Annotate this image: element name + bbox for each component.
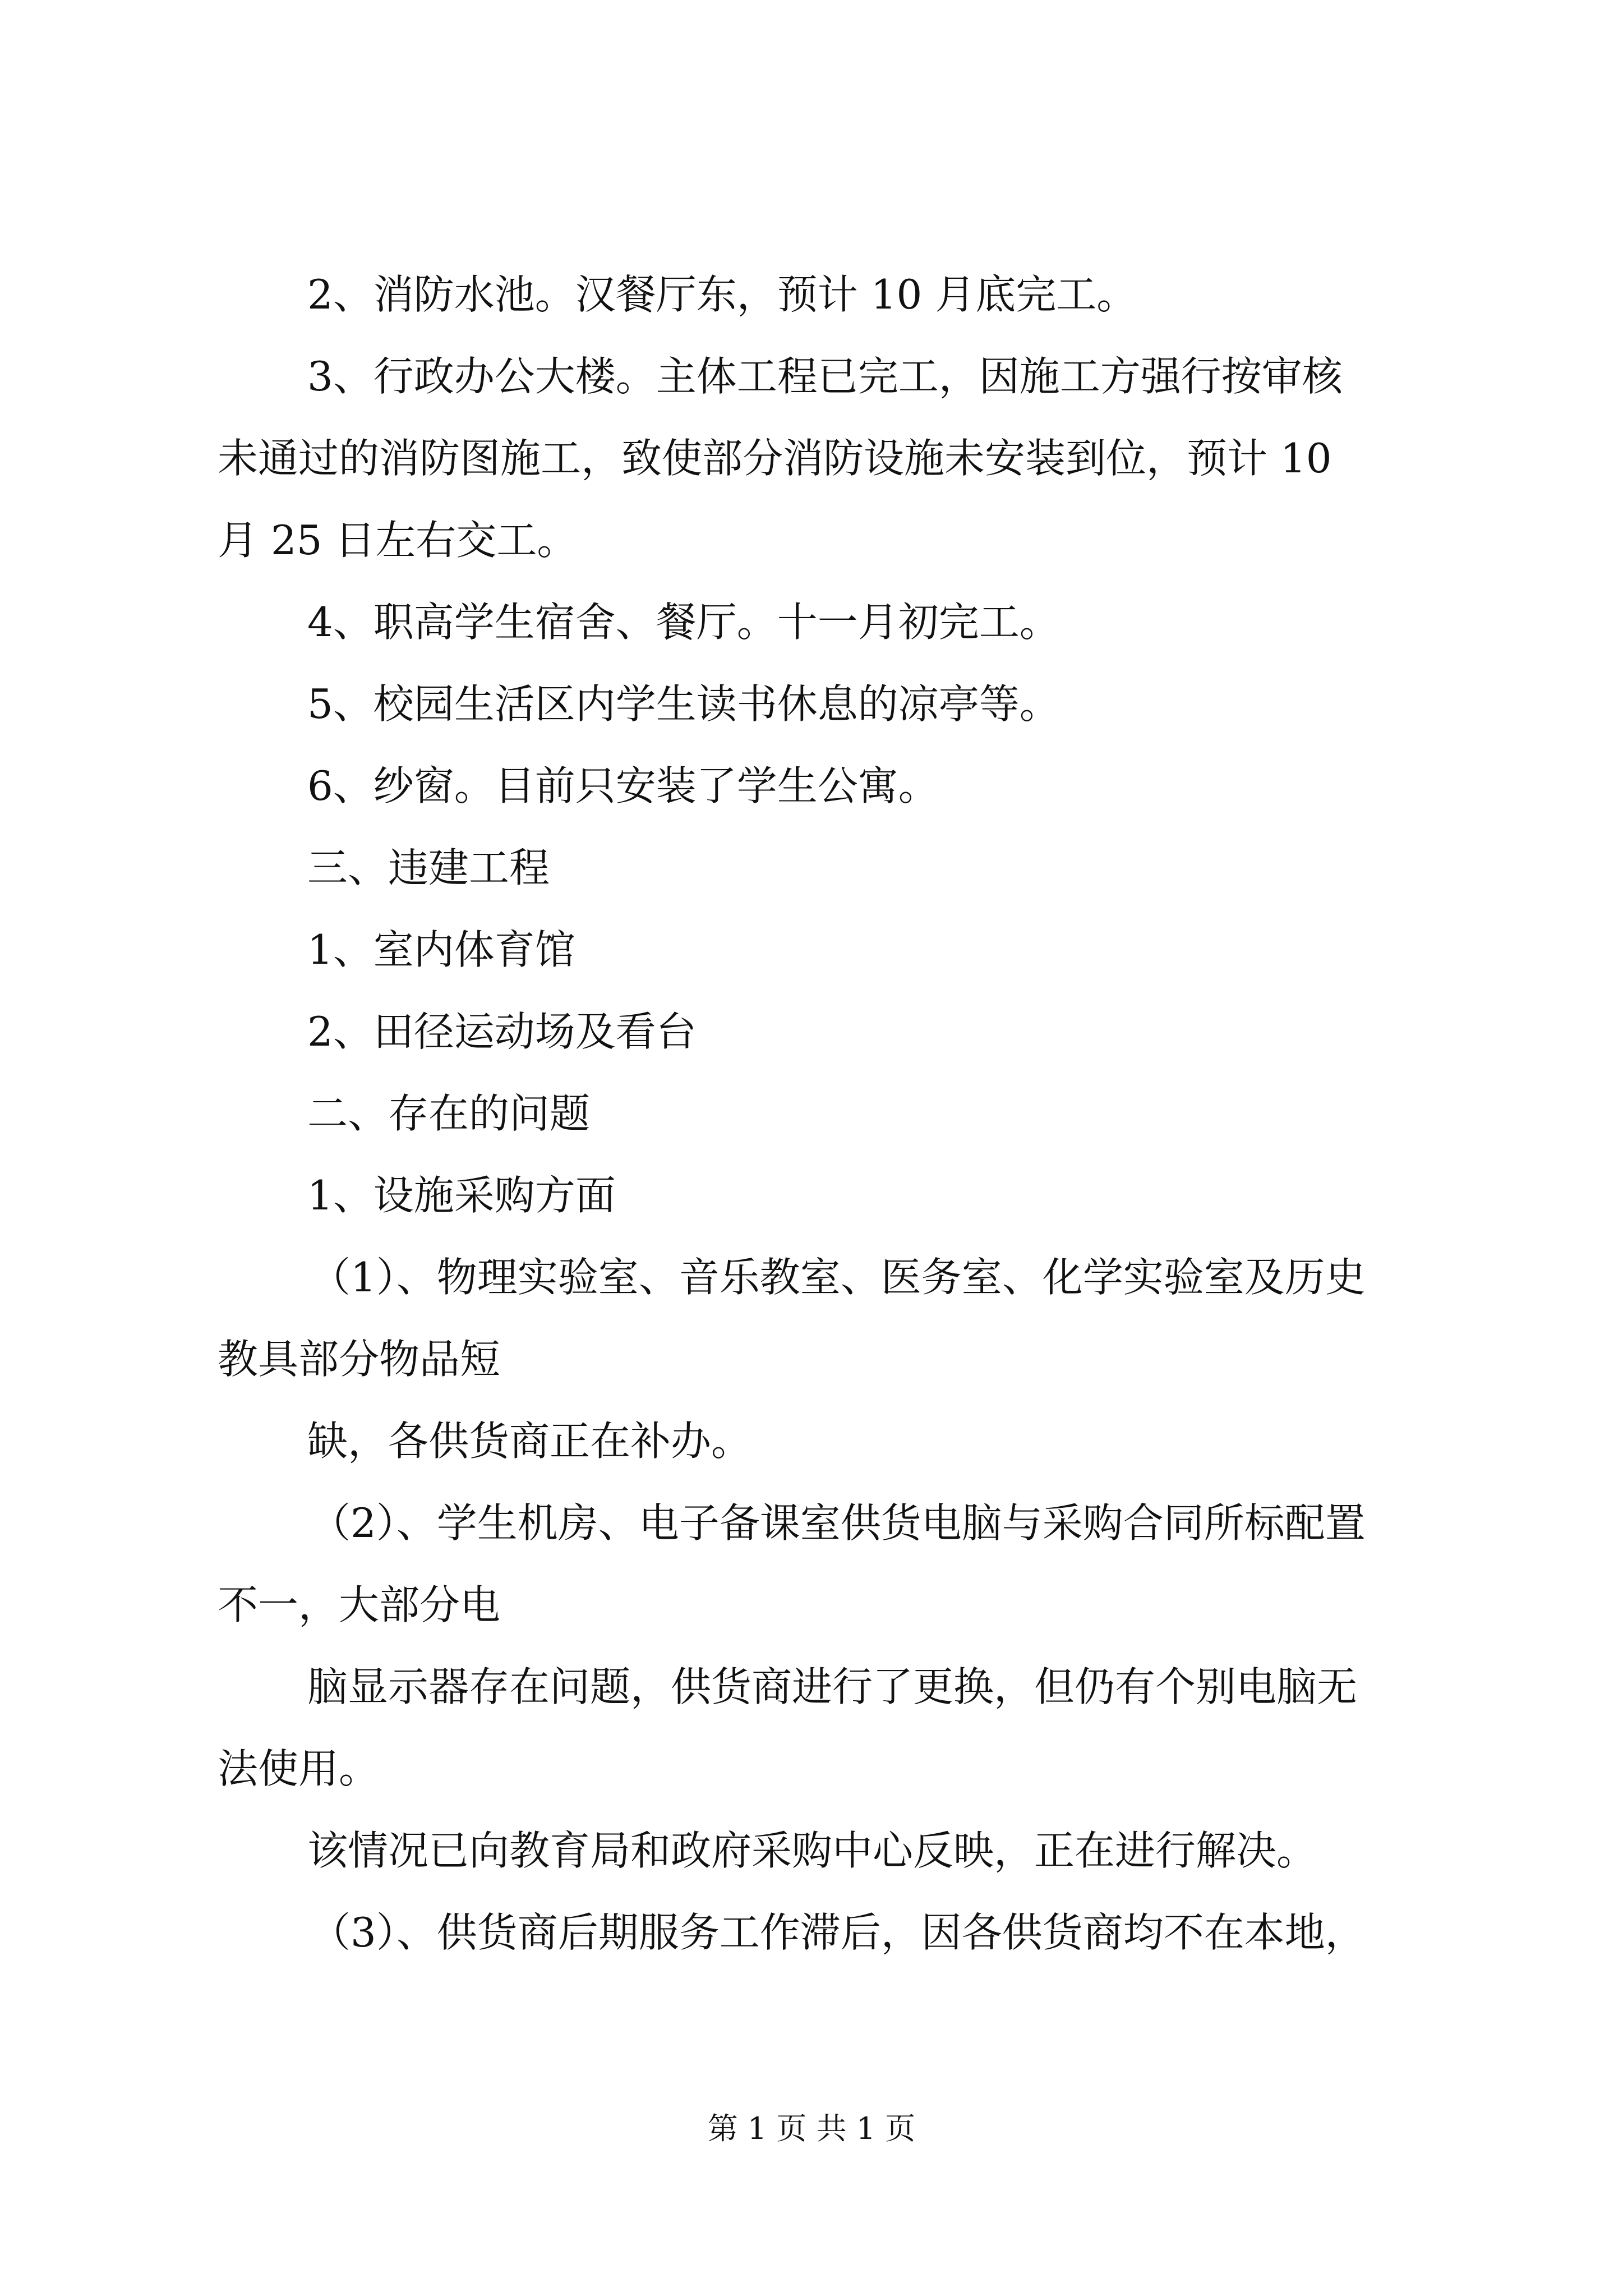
paragraph-line: 2、田径运动场及看台 xyxy=(307,1008,697,1055)
paragraph-line: （1）、物理实验室、音乐教室、医务室、化学实验室及历史 xyxy=(310,1254,1366,1301)
paragraph-line: 4、职高学生宿舍、餐厅。十一月初完工。 xyxy=(307,599,1060,646)
paragraph-line: 2、消防水池。汉餐厅东，预计 10 月底完工。 xyxy=(307,271,1137,318)
paragraph-line: 教具部分物品短 xyxy=(218,1336,501,1383)
paragraph-line: 5、校园生活区内学生读书休息的凉亭等。 xyxy=(307,680,1060,728)
paragraph-line: 1、设施采购方面 xyxy=(307,1172,616,1219)
paragraph-line: 法使用。 xyxy=(218,1745,380,1792)
paragraph-line: 6、纱窗。目前只安装了学生公寓。 xyxy=(307,762,939,809)
section-heading: 二、存在的问题 xyxy=(307,1090,591,1137)
page-footer: 第 1 页 共 1 页 xyxy=(707,2111,916,2146)
section-heading: 三、违建工程 xyxy=(307,844,550,891)
paragraph-line: （3）、供货商后期服务工作滞后，因各供货商均不在本地， xyxy=(310,1909,1366,1956)
paragraph-line: 该情况已向教育局和政府采购中心反映，正在进行解决。 xyxy=(307,1827,1317,1874)
paragraph-line: 缺，各供货商正在补办。 xyxy=(307,1418,752,1465)
paragraph-line: 1、室内体育馆 xyxy=(307,926,575,973)
paragraph-line: 脑显示器存在问题，供货商进行了更换，但仍有个别电脑无 xyxy=(307,1663,1358,1710)
paragraph-line: 未通过的消防图施工，致使部分消防设施未安装到位，预计 10 xyxy=(218,435,1332,482)
paragraph-line: 3、行政办公大楼。主体工程已完工，因施工方强行按审核 xyxy=(307,353,1343,400)
paragraph-line: 月 25 日左右交工。 xyxy=(218,517,578,564)
paragraph-line: （2）、学生机房、电子备课室供货电脑与采购合同所标配置 xyxy=(310,1499,1366,1547)
paragraph-line: 不一，大部分电 xyxy=(218,1581,501,1628)
document-body xyxy=(218,254,1429,1973)
